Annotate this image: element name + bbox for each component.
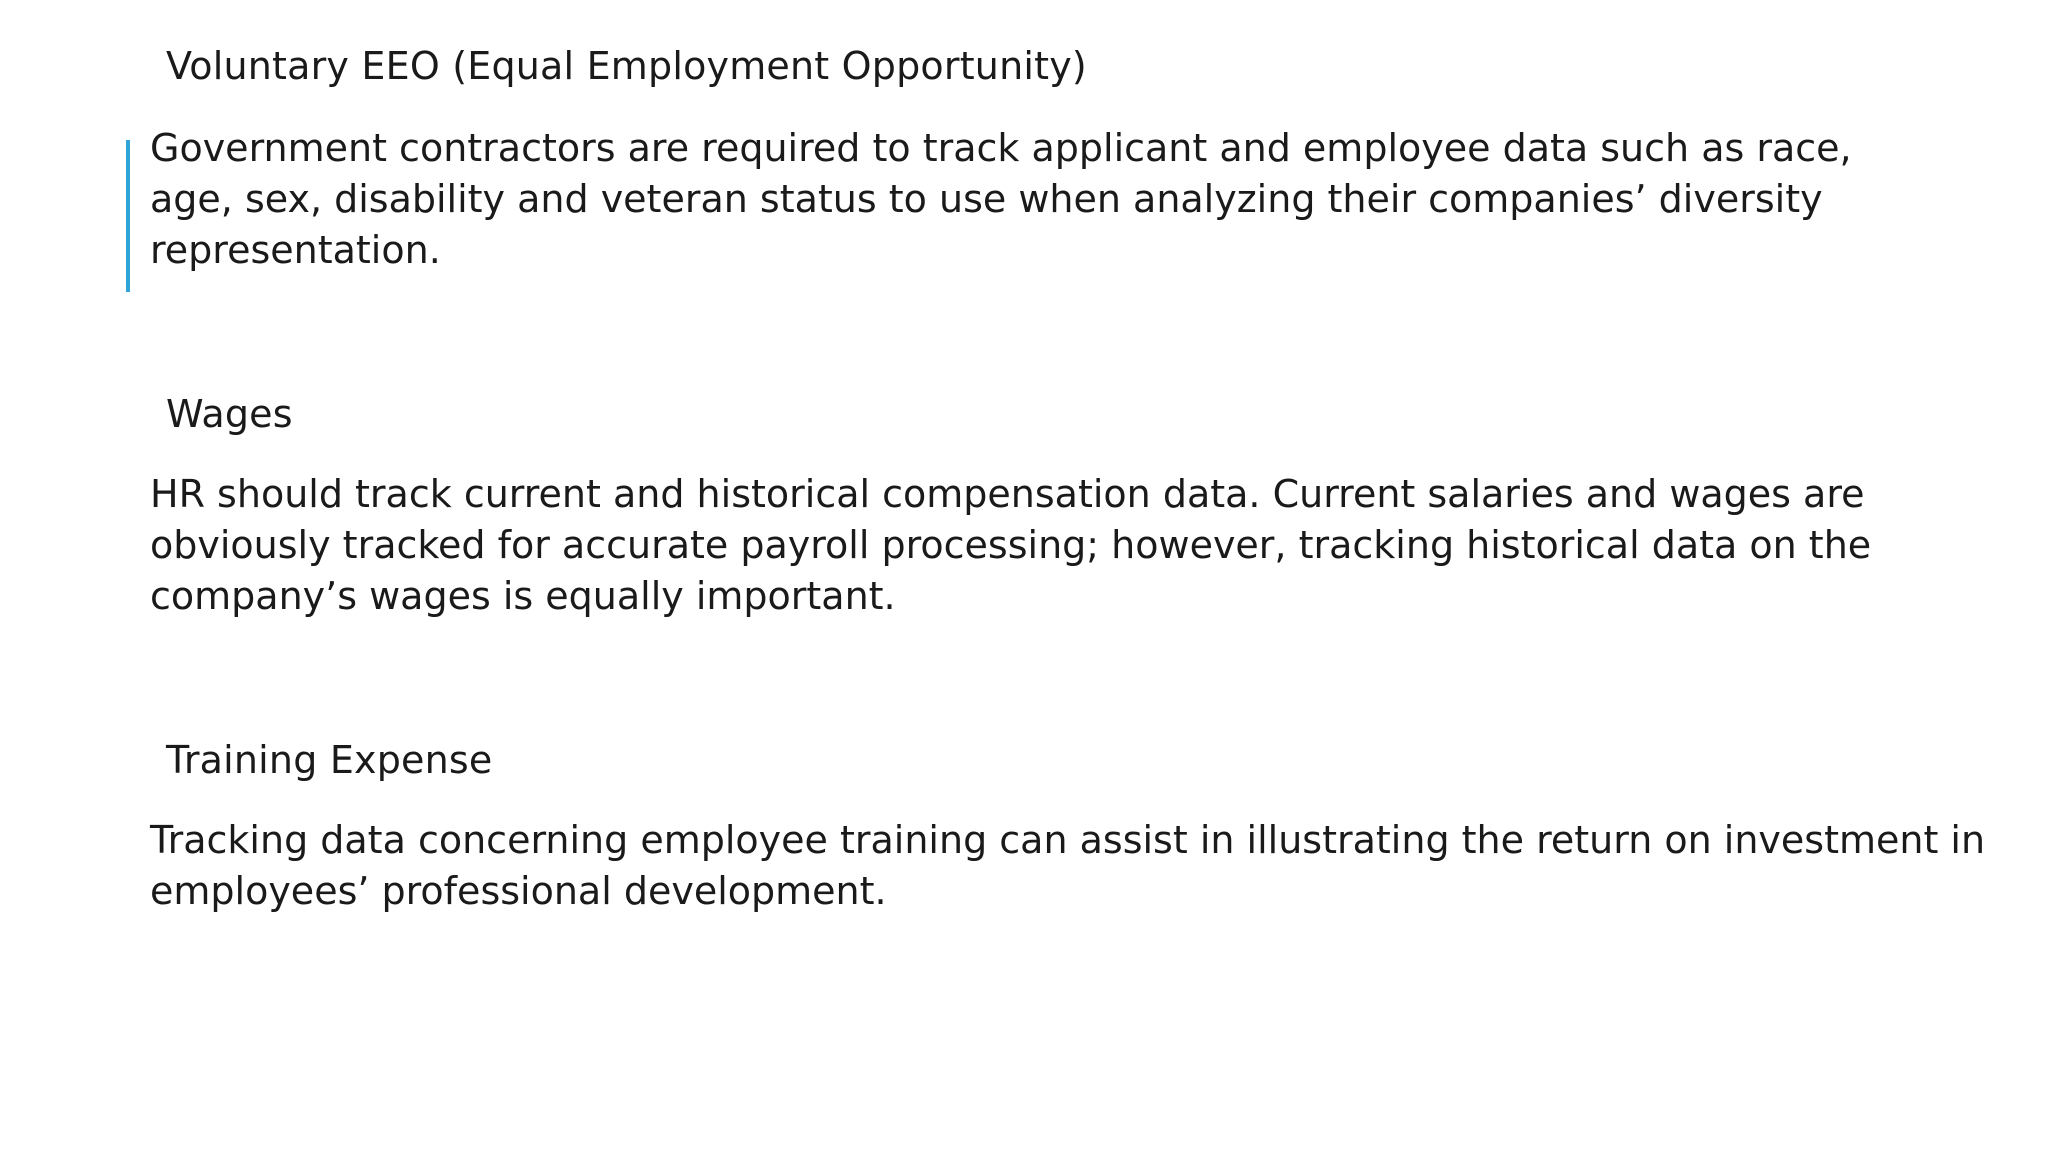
section-heading-wages: Wages <box>166 392 293 436</box>
body-line: representation. <box>150 228 441 272</box>
body-line: employees’ professional development. <box>150 869 887 913</box>
body-line: Government contractors are required to track applicant and employee data such as race, <box>150 126 1852 170</box>
body-line: obviously tracked for accurate payroll processing; however, tracking historical data on the <box>150 523 1872 567</box>
section-heading-training-expense: Training Expense <box>166 738 493 782</box>
accent-bar <box>126 140 130 292</box>
section-body-wages <box>150 469 1920 622</box>
body-line: age, sex, disability and veteran status to use when analyzing their companies’ diversity <box>150 177 1823 221</box>
section-heading-eeo: Voluntary EEO (Equal Employment Opportunity) <box>166 44 1087 88</box>
body-line: Tracking data concerning employee training can assist in illustrating the return on investment in <box>150 818 1986 862</box>
body-line: HR should track current and historical compensation data. Current salaries and wages are <box>150 472 1865 516</box>
body-line: company’s wages is equally important. <box>150 574 896 618</box>
section-body-training-expense <box>150 815 1986 917</box>
section-body-eeo <box>150 123 1920 276</box>
